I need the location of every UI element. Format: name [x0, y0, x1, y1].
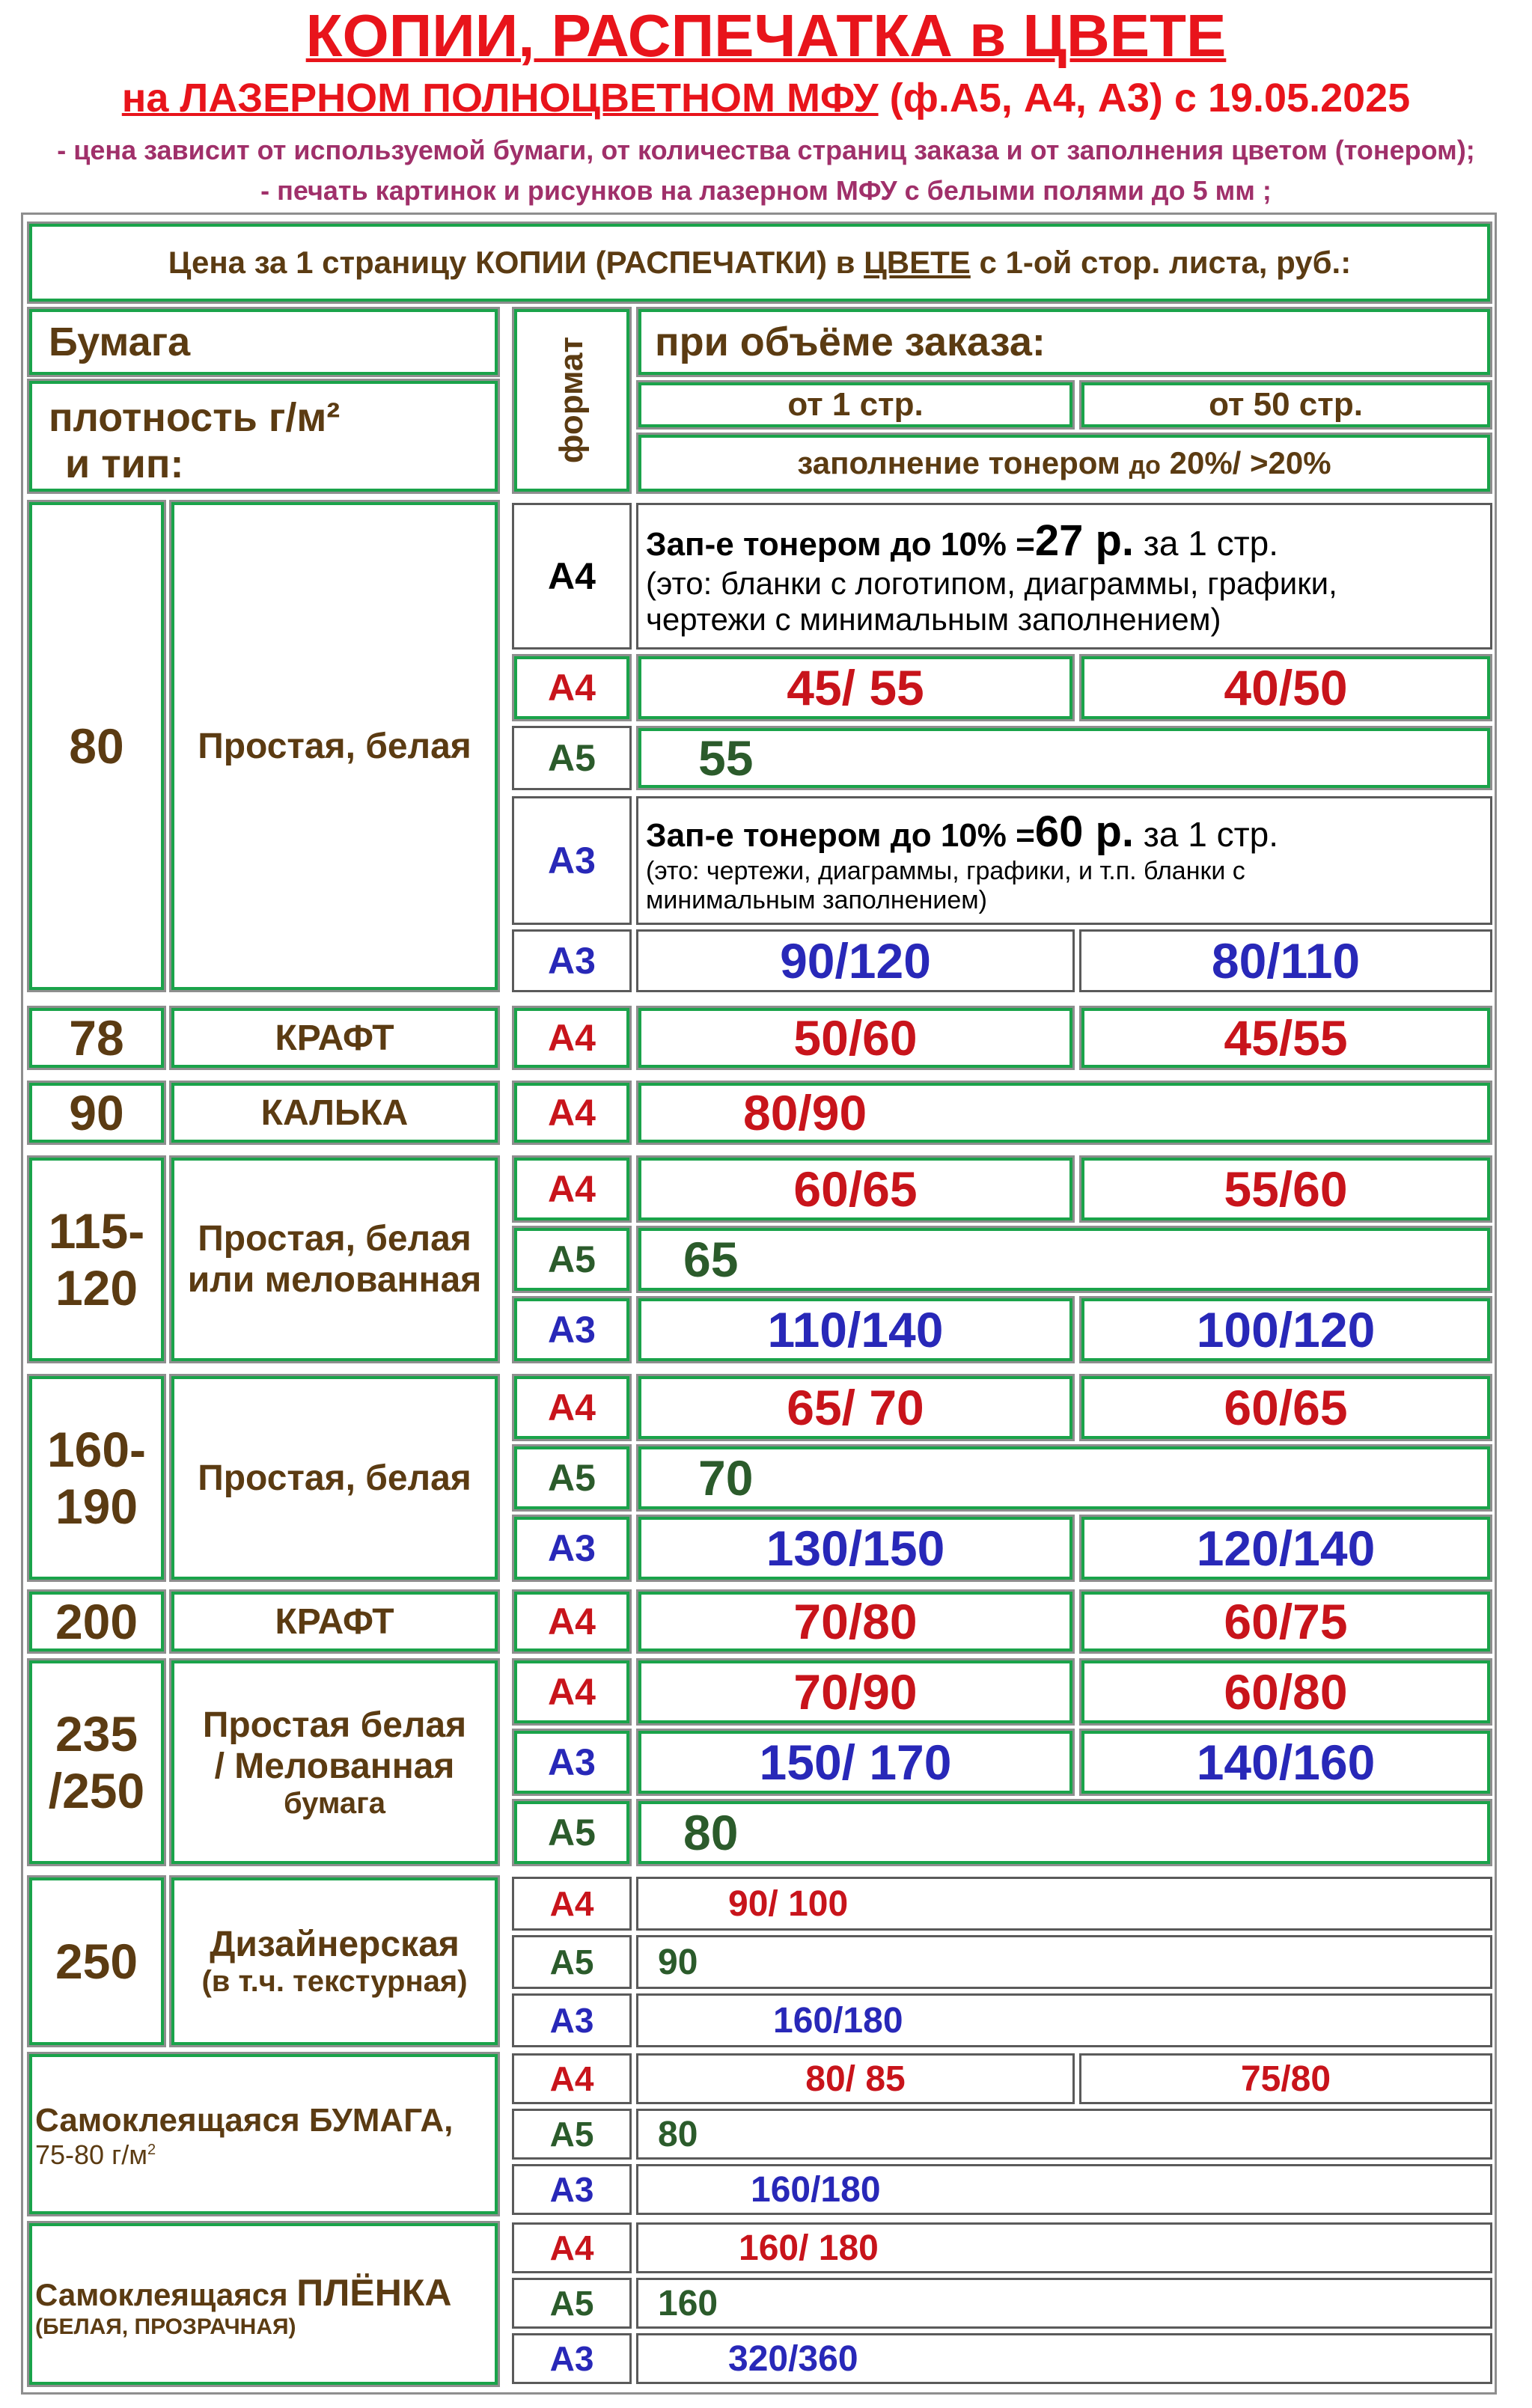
price-cell: 80/110	[1079, 929, 1492, 992]
price-cell: 70/80	[636, 1589, 1075, 1654]
format-cell: А3	[512, 929, 632, 992]
type-250: Дизайнерская (в т.ч. текстурная)	[169, 1875, 500, 2047]
price-cell: 70	[636, 1444, 1492, 1512]
density-160-190: 160- 190	[27, 1374, 166, 1582]
type-90: КАЛЬКА	[169, 1081, 500, 1145]
format-cell: А3	[512, 1729, 632, 1796]
price-cell: 160	[636, 2278, 1492, 2329]
fill-label: заполнение тонером до 20%/ >20%	[636, 433, 1492, 494]
price-cell: 75/80	[1079, 2053, 1492, 2104]
price-cell: 60/80	[1079, 1658, 1492, 1726]
format-cell: А4	[512, 1658, 632, 1726]
price-cell: 65/ 70	[636, 1374, 1075, 1441]
note-a3-cell: Зап-е тонером до 10% =60 р. за 1 стр. (это: чертежи, диаграммы, графики, и т.п. бланки с минимальным заполнением)	[636, 796, 1492, 925]
type-115-120: Простая, белая или мелованная	[169, 1155, 500, 1363]
format-cell: А5	[512, 1799, 632, 1866]
type-235-250: Простая белая / Мелованная бумага	[169, 1658, 500, 1866]
format-cell: А5	[512, 2278, 632, 2329]
format-cell: А5	[512, 2109, 632, 2160]
price-cell: 130/150	[636, 1515, 1075, 1582]
price-cell: 160/ 180	[636, 2222, 1492, 2273]
format-cell: А4	[512, 1877, 632, 1931]
density-78: 78	[27, 1006, 166, 1070]
price-cell: 50/60	[636, 1006, 1075, 1070]
price-cell: 120/140	[1079, 1515, 1492, 1582]
price-cell: 90/ 100	[636, 1877, 1492, 1931]
format-cell: А5	[512, 1935, 632, 1989]
density-80: 80	[27, 500, 166, 992]
format-cell: А3	[512, 1296, 632, 1363]
price-cell: 150/ 170	[636, 1729, 1075, 1796]
price-cell: 80	[636, 2109, 1492, 2160]
format-cell: А3	[512, 1993, 632, 2047]
note-a4-cell: Зап-е тонером до 10% =27 р. за 1 стр. (это: бланки с логотипом, диаграммы, графики, чертежи с минимальным заполнением)	[636, 503, 1492, 650]
col1-label: от 1 стр.	[636, 380, 1075, 430]
price-cell: 160/180	[636, 2164, 1492, 2215]
price-cell: 55/60	[1079, 1155, 1492, 1223]
type-80: Простая, белая	[169, 500, 500, 992]
type-self-adhesive-paper: Самоклеящаяся БУМАГА, 75-80 $г/м^2$	[27, 2052, 500, 2216]
paper-label: Бумага	[27, 307, 500, 377]
price-cell: 80/ 85	[636, 2053, 1075, 2104]
price-note-1: - цена зависит от используемой бумаги, от количества страниц заказа и от заполнения цветом (тонером);	[57, 135, 1475, 165]
page-subtitle: на ЛАЗЕРНОМ ПОЛНОЦВЕТНОМ МФУ (ф.А5, А4, А3) с 19.05.2025	[121, 76, 1411, 120]
price-cell: 45/ 55	[636, 654, 1075, 721]
price-cell: 90	[636, 1935, 1492, 1989]
format-cell: А4	[512, 1374, 632, 1441]
format-cell: А4	[512, 1589, 632, 1654]
format-cell: А3	[512, 2164, 632, 2215]
type-self-adhesive-film: Самоклеящаяся ПЛЁНКА (БЕЛАЯ, ПРОЗРАЧНАЯ)	[27, 2221, 500, 2387]
format-cell: А4	[512, 503, 632, 650]
price-cell: 80	[636, 1799, 1492, 1866]
format-cell: А4	[512, 1155, 632, 1223]
format-cell: А5	[512, 1444, 632, 1512]
price-cell: 320/360	[636, 2333, 1492, 2384]
price-cell: 140/160	[1079, 1729, 1492, 1796]
format-cell: А5	[512, 1226, 632, 1293]
price-cell: 60/75	[1079, 1589, 1492, 1654]
density-115-120: 115- 120	[27, 1155, 166, 1363]
price-cell: 40/50	[1079, 654, 1492, 721]
format-cell: А3	[512, 796, 632, 925]
format-cell: А3	[512, 2333, 632, 2384]
price-cell: 60/65	[636, 1155, 1075, 1223]
density-250: 250	[27, 1875, 166, 2047]
format-cell: А3	[512, 1515, 632, 1582]
price-cell: 55	[636, 726, 1492, 790]
price-cell: 65	[636, 1226, 1492, 1293]
format-cell: А4	[512, 1006, 632, 1070]
format-label: формат	[512, 307, 632, 494]
type-78: КРАФТ	[169, 1006, 500, 1070]
volume-label: при объёме заказа:	[636, 307, 1492, 377]
density-235-250: 235 /250	[27, 1658, 166, 1866]
price-cell: 45/55	[1079, 1006, 1492, 1070]
price-cell: 80/90	[636, 1081, 1492, 1145]
format-cell: А4	[512, 1081, 632, 1145]
format-cell: А4	[512, 2222, 632, 2273]
page-title: КОПИИ, РАСПЕЧАТКА в ЦВЕТЕ	[305, 2, 1227, 69]
density-90: 90	[27, 1081, 166, 1145]
format-cell: А5	[512, 726, 632, 790]
type-160-190: Простая, белая	[169, 1374, 500, 1582]
format-cell: А4	[512, 2053, 632, 2104]
price-cell: 90/120	[636, 929, 1075, 992]
type-200: КРАФТ	[169, 1589, 500, 1654]
price-cell: 110/140	[636, 1296, 1075, 1363]
price-cell: 160/180	[636, 1993, 1492, 2047]
price-cell: 60/65	[1079, 1374, 1492, 1441]
price-note-2: - печать картинок и рисунков на лазерном МФУ с белыми полями до 5 мм ;	[260, 175, 1272, 206]
density-label: плотность г/м² и тип:	[27, 379, 500, 494]
col2-label: от 50 стр.	[1079, 380, 1492, 430]
price-cell: 100/120	[1079, 1296, 1492, 1363]
price-cell: 70/90	[636, 1658, 1075, 1726]
density-200: 200	[27, 1589, 166, 1654]
format-cell: А4	[512, 654, 632, 721]
table-caption: Цена за 1 страницу КОПИИ (РАСПЕЧАТКИ) в ЦВЕТЕ с 1-ой стор. листа, руб.:	[27, 221, 1492, 304]
